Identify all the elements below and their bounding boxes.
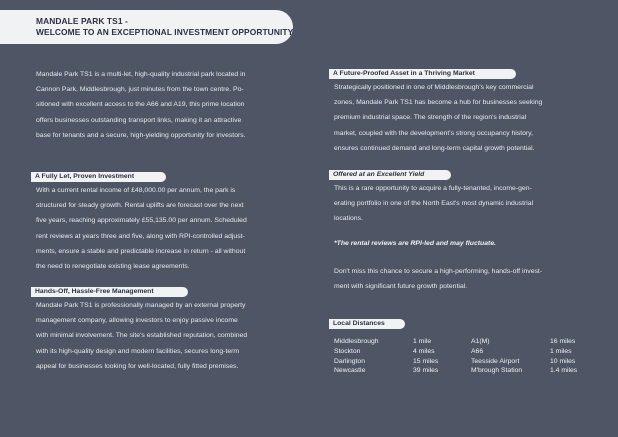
section-heading-excellent-yield: Offered at an Excellent Yield (329, 170, 451, 180)
place-name: Newcastle (334, 367, 366, 375)
hands-off-line: Mandale Park TS1 is professionally managed by an external property (36, 302, 246, 309)
intro-paragraph (36, 67, 246, 143)
distance-value: 10 miles (550, 357, 576, 365)
fully-let-line: the need to renegotiate existing lease agreements. (36, 263, 190, 271)
fully-let-line: rent reviews at years three and five, along with RPI-controlled adjust- (36, 232, 245, 240)
section-heading-future-proofed: A Future-Proofed Asset in a Thriving Market (329, 69, 516, 79)
intro-line: Mandale Park TS1 is a multi-let, high-quality industrial park located in (36, 71, 246, 78)
distance-value: 4 miles (413, 347, 435, 355)
rpi-note: *The rental reviews are RPI-led and may fluctuate. (334, 240, 497, 247)
place-name: A66 (471, 347, 484, 355)
distance-row (334, 366, 584, 376)
page-title (36, 16, 296, 38)
distances-table (334, 337, 584, 376)
fully-let-line: With a current rental income of £48,000.00 per annum, the park is (36, 187, 236, 194)
future-proofed-line: market, coupled with the development's strong occupancy history, (334, 129, 533, 137)
distance-value: 1 mile (413, 338, 432, 345)
intro-line: base for tenants and a secure, high-yielding opportunity for investors. (36, 131, 246, 139)
fully-let-line: ments, ensure a stable and predictable increase in return - all without (36, 247, 246, 255)
fully-let-paragraph (36, 183, 247, 274)
place-name: M'brough Station (471, 367, 523, 375)
intro-line: Cannon Park, Middlesbrough, just minutes from the town centre. Po- (36, 86, 244, 94)
closing-line: Don't miss this chance to secure a high-performing, hands-off invest- (334, 268, 543, 275)
hands-off-line: with minimal involvement. The site's established reputation, combined (36, 332, 248, 340)
future-proofed-paragraph (334, 80, 542, 156)
section-heading-local-distances: Local Distances (329, 319, 405, 329)
excellent-yield-line: locations. (334, 215, 363, 223)
excellent-yield-paragraph (334, 181, 533, 227)
closing-paragraph (334, 264, 542, 294)
closing-line: ment with significant future growth potential. (334, 283, 468, 291)
distance-value: 1 miles (550, 347, 572, 355)
place-name: Middlesbrough (334, 338, 379, 345)
intro-line: sitioned with excellent access to the A66 and A19, this prime location (36, 101, 245, 109)
distance-value: 16 miles (550, 338, 576, 345)
title-line-2: WELCOME TO AN EXCEPTIONAL INVESTMENT OPPORTUNITY (36, 27, 294, 37)
place-name: Darlington (334, 357, 365, 365)
hands-off-paragraph (36, 298, 247, 374)
distance-value: 15 miles (413, 357, 439, 365)
place-name: Stockton (334, 347, 361, 355)
intro-line: offers businesses outstanding transport links, making it an attractive (36, 116, 242, 124)
excellent-yield-line: erating portfolio in one of the North East's most dynamic industrial (334, 200, 534, 208)
place-name: A1(M) (471, 338, 490, 345)
excellent-yield-line: This is a rare opportunity to acquire a fully-tenanted, income-gen- (334, 185, 532, 192)
distance-row (334, 357, 584, 367)
distance-row (334, 337, 584, 347)
fully-let-line: structured for steady growth. Rental uplifts are forecast over the next (36, 202, 244, 210)
place-name: Teesside Airport (471, 357, 520, 365)
future-proofed-line: premium industrial space. The strength of the region's industrial (334, 114, 527, 122)
distance-value: 39 miles (413, 367, 439, 375)
hands-off-line: appeal for businesses looking for well-located, fully fitted premises. (36, 362, 239, 370)
hands-off-line: management company, allowing investors to enjoy passive income (36, 317, 238, 325)
distance-value: 1.4 miles (550, 367, 578, 375)
section-heading-hands-off: Hands-Off, Hassle-Free Management (31, 287, 188, 297)
hands-off-line: with its high-quality design and modern facilities, secures long-term (36, 347, 240, 355)
distance-row (334, 347, 584, 357)
section-heading-fully-let: A Fully Let, Proven Investment (31, 172, 166, 182)
title-line-1: MANDALE PARK TS1 - (36, 16, 128, 26)
future-proofed-line: zones, Mandale Park TS1 has become a hub for businesses seeking (334, 99, 543, 107)
fully-let-line: five years, reaching approximately £55,135.00 per annum. Scheduled (36, 217, 247, 225)
future-proofed-line: Strategically positioned in one of Middlesbrough's key commercial (334, 84, 534, 91)
future-proofed-line: ensures continued demand and long-term capital growth potential. (334, 144, 535, 152)
